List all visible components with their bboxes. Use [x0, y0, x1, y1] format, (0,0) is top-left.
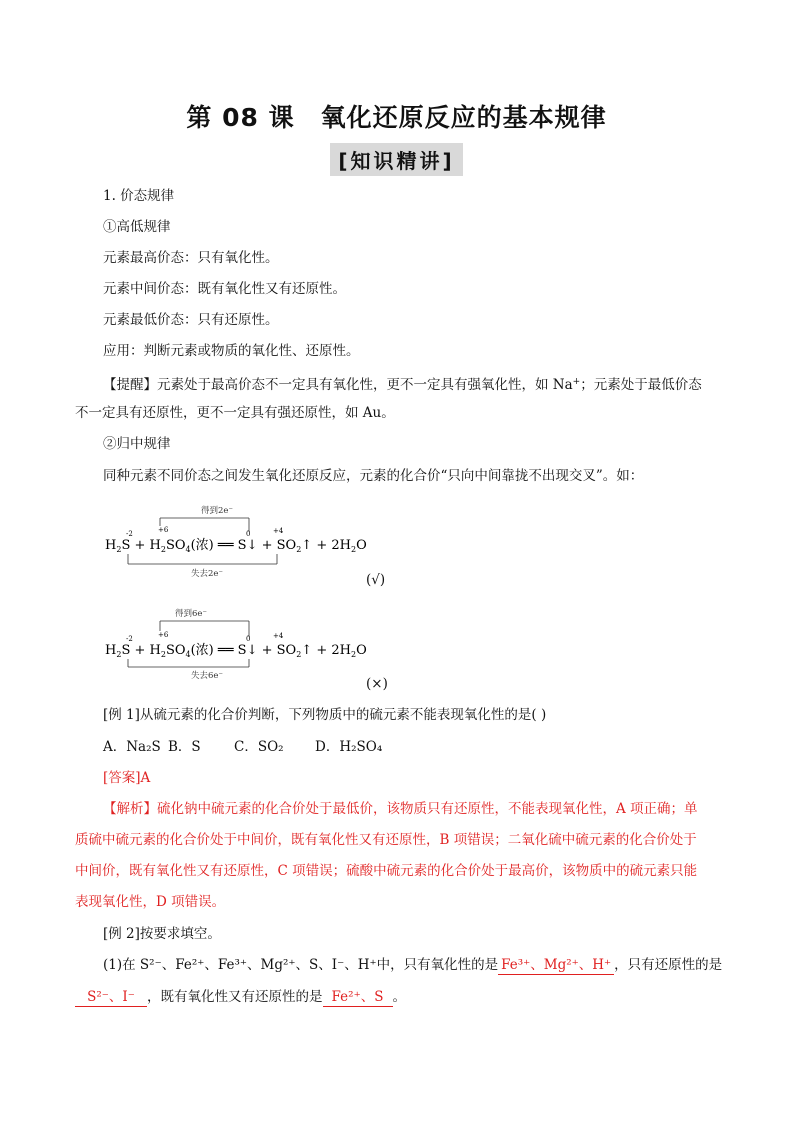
tip-paragraph	[103, 373, 702, 394]
eq1-bottom-label: 失去2e⁻	[191, 569, 223, 579]
q1-text-c: ，既有氧化性又有还原性的是	[147, 989, 323, 1005]
section-header	[0, 143, 793, 176]
tip-continuation: 不一定具有还原性，更不一定具有强还原性，如 Au。	[75, 405, 395, 421]
subheading-high-low: ①高低规律	[103, 219, 171, 235]
example-1-analysis-line-1: 【解析】硫化钠中硫元素的化合价处于最低价，该物质只有还原性，不能表现氧化性，A 项正确；单	[103, 801, 698, 817]
example-1-analysis-line-2: 质硫中硫元素的化合价处于中间价，既有氧化性又有还原性，B 项错误；二氧化硫中硫元素的化合价处于	[75, 832, 697, 848]
option-b: B．S	[168, 739, 201, 755]
text-comproportionation: 同种元素不同价态之间发生氧化还原反应，元素的化合价“只向中间靠拢不出现交叉”。如：	[103, 468, 644, 484]
eq1-ox-b: +6	[158, 526, 169, 534]
title-topic: 氧化还原反应的基本规律	[320, 103, 607, 132]
tip-text-a: 【提醒】元素处于最高价态不一定具有氧化性，更不一定具有强氧化性，如 Na	[103, 377, 573, 393]
eq2-ox-a: -2	[126, 635, 133, 643]
eq2-ox-c: 0	[246, 635, 251, 643]
q1-text-d: 。	[392, 989, 406, 1005]
q1-text-b: ，只有还原性的是	[614, 957, 723, 973]
equation-2-diagram	[103, 605, 403, 685]
q1-text-a: (1)在 S²⁻、Fe²⁺、Fe³⁺、Mg²⁺、S、I⁻、H⁺中，只有氧化性的是	[103, 957, 499, 973]
plus-sup: +	[572, 377, 581, 387]
eq1-ox-c: 0	[246, 530, 251, 538]
eq1-result: (√)	[366, 572, 386, 588]
page-title	[0, 98, 793, 134]
option-d: D．H₂SO₄	[315, 739, 383, 755]
text-lowest-valence: 元素最低价态：只有还原性。	[103, 312, 279, 328]
answer-reducing-only: S²⁻、I⁻	[75, 988, 147, 1007]
answer-both: Fe²⁺、S	[323, 988, 393, 1007]
eq2-formula: $H_2S + H_2SO_4$(浓) ══ S↓ + $SO_2↑ + 2H_2O$	[105, 643, 367, 659]
eq1-formula: $H_2S + H_2SO_4$(浓) ══ S↓ + $SO_2↑ + 2H_2O$	[105, 538, 367, 554]
eq1-ox-d: +4	[273, 527, 284, 535]
tip-text-b: ；元素处于最低价态	[580, 377, 702, 393]
eq2-result: (×)	[366, 676, 388, 692]
example-2-question-1-cont	[75, 988, 406, 1007]
eq2-bottom-label: 失去6e⁻	[191, 671, 223, 681]
eq2-ox-d: +4	[273, 632, 284, 640]
subheading-comproportionation: ②归中规律	[103, 436, 171, 452]
equation-1-diagram	[103, 500, 403, 580]
title-lesson: 第 08 课	[186, 103, 295, 132]
option-a: A．Na₂S	[103, 739, 161, 755]
section-header-label: [知识精讲]	[330, 143, 462, 176]
example-1-answer: [答案]A	[103, 770, 151, 786]
eq1-ox-a: -2	[126, 530, 133, 538]
text-middle-valence: 元素中间价态：既有氧化性又有还原性。	[103, 281, 346, 297]
heading-valence-rule: 1. 价态规律	[103, 188, 175, 204]
example-1-question: [例 1]从硫元素的化合价判断，下列物质中的硫元素不能表现氧化性的是( )	[103, 707, 547, 723]
option-c: C．SO₂	[234, 739, 284, 755]
example-1-analysis-line-3: 中间价，既有氧化性又有还原性，C 项错误；硫酸中硫元素的化合价处于最高价，该物质中的硫元素只能	[75, 863, 698, 879]
eq2-top-label: 得到6e⁻	[175, 609, 207, 619]
example-2-heading: [例 2]按要求填空。	[103, 926, 221, 942]
example-1-analysis-line-4: 表现氧化性，D 项错误。	[75, 894, 226, 910]
equation-2	[103, 605, 403, 688]
example-2-question-1	[103, 956, 722, 975]
text-application: 应用：判断元素或物质的氧化性、还原性。	[103, 343, 360, 359]
text-highest-valence: 元素最高价态：只有氧化性。	[103, 250, 279, 266]
eq2-ox-b: +6	[158, 631, 169, 639]
eq1-top-label: 得到2e⁻	[201, 506, 233, 516]
equation-1	[103, 500, 403, 583]
example-1-options	[103, 738, 382, 756]
answer-oxidizing-only: Fe³⁺、Mg²⁺、H⁺	[498, 956, 614, 975]
